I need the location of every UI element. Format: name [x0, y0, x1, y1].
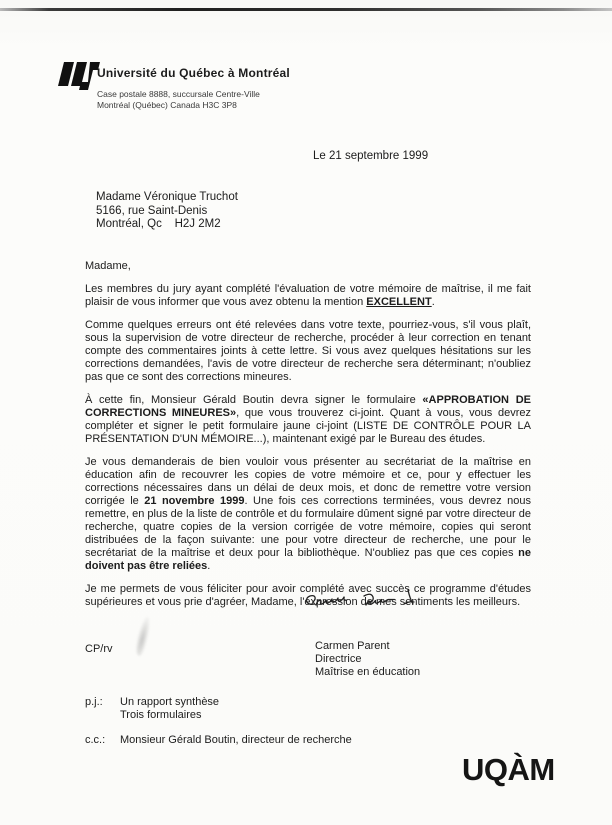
ink-smudge-artifact — [133, 615, 152, 656]
letterhead-address-line2: Montréal (Québec) Canada H3C 3P8 — [97, 99, 237, 110]
uqam-wordmark: UQÀM — [462, 752, 555, 787]
enclosure-item: Un rapport synthèse — [120, 696, 220, 708]
recipient-city: Montréal, Qc H2J 2M2 — [96, 218, 221, 230]
paragraph-4: Je vous demanderais de bien vouloir vous présenter au secrétariat de la maîtrise en éducation afin de recouvrer les copies de votre mémoire et ce, pour y effectuer les corrections nécessaires dans un délai de deux mois, et donc de remettre votre version corrigée le 21 novembre 1999. Une fois ces corrections terminées, vous devrez nous remettre, en plus de la liste de contrôle et du formulaire dûment signé par votre directeur de recherche, quatre copies de la version corrigée de votre mémoire, copies qui seront distribuées de la façon suivante: une pour votre directeur de recherche, une pour le secrétariat de la maîtrise et deux pour la bibliothèque. N'oubliez pas que ces copies ne doivent pas être reliées. — [85, 456, 531, 572]
recipient-street: 5166, rue Saint-Denis — [96, 204, 208, 217]
uqam-logo-icon — [55, 60, 101, 102]
letter-body — [85, 260, 531, 619]
enclosure-item: Trois formulaires — [120, 709, 202, 721]
signer-block — [315, 640, 420, 679]
paragraph-3: À cette fin, Monsieur Gérald Boutin devra signer le formulaire «APPROBATION DE CORRECTIONS MINEURES», que vous trouverez ci-joint. Quant à vous, vous devrez compléter et signer le petit formulaire jaune ci-joint (LISTE DE CONTRÔLE POUR LA PRÉSENTATION D'UN MÉMOIRE...), maintenant exigé par le Bureau des études. — [85, 394, 532, 445]
cc-label: c.c.: — [85, 734, 106, 746]
recipient-name: Madame Véronique Truchot — [96, 191, 238, 203]
paragraph-2: Comme quelques erreurs ont été relevées dans votre texte, pourriez-vous, s'il vous plaît, sous la supervision de votre directeur de recherche, procéder à leur correction en tenant compte des commentaires joints à cette lettre. Si vous avez quelques hésitations sur les corrections demandées, l'avis de votre directeur de recherche sera déterminant; n'oubliez pas que ce sont des corrections mineures. — [85, 319, 531, 383]
date-line: Le 21 septembre 1999 — [313, 150, 429, 162]
enclosures-label: p.j.: — [85, 696, 103, 708]
salutation: Madame, — [85, 260, 131, 272]
university-name: Université du Québec à Montréal — [97, 66, 290, 80]
signer-title: Directrice — [315, 653, 362, 665]
typist-initials: CP/rv — [85, 643, 113, 655]
handwritten-signature — [300, 586, 435, 620]
scan-artifact-line — [0, 8, 612, 11]
recipient-block — [96, 191, 238, 232]
letterhead-address-line1: Case postale 8888, succursale Centre-Ville — [97, 89, 260, 99]
paragraph-1: Les membres du jury ayant complété l'évaluation de votre mémoire de maîtrise, il me fait plaisir de vous informer que vous avez obtenu la mention EXCELLENT. — [85, 283, 531, 308]
paragraph-5: Je me permets de vous féliciter pour avoir complété avec succès ce programme d'études supérieures et vous prie d'agréer, Madame, l'expression de mes sentiments les meilleurs. — [85, 583, 531, 608]
signer-department: Maîtrise en éducation — [315, 666, 421, 678]
signer-name: Carmen Parent — [315, 640, 390, 652]
cc-recipient: Monsieur Gérald Boutin, directeur de recherche — [120, 734, 352, 746]
